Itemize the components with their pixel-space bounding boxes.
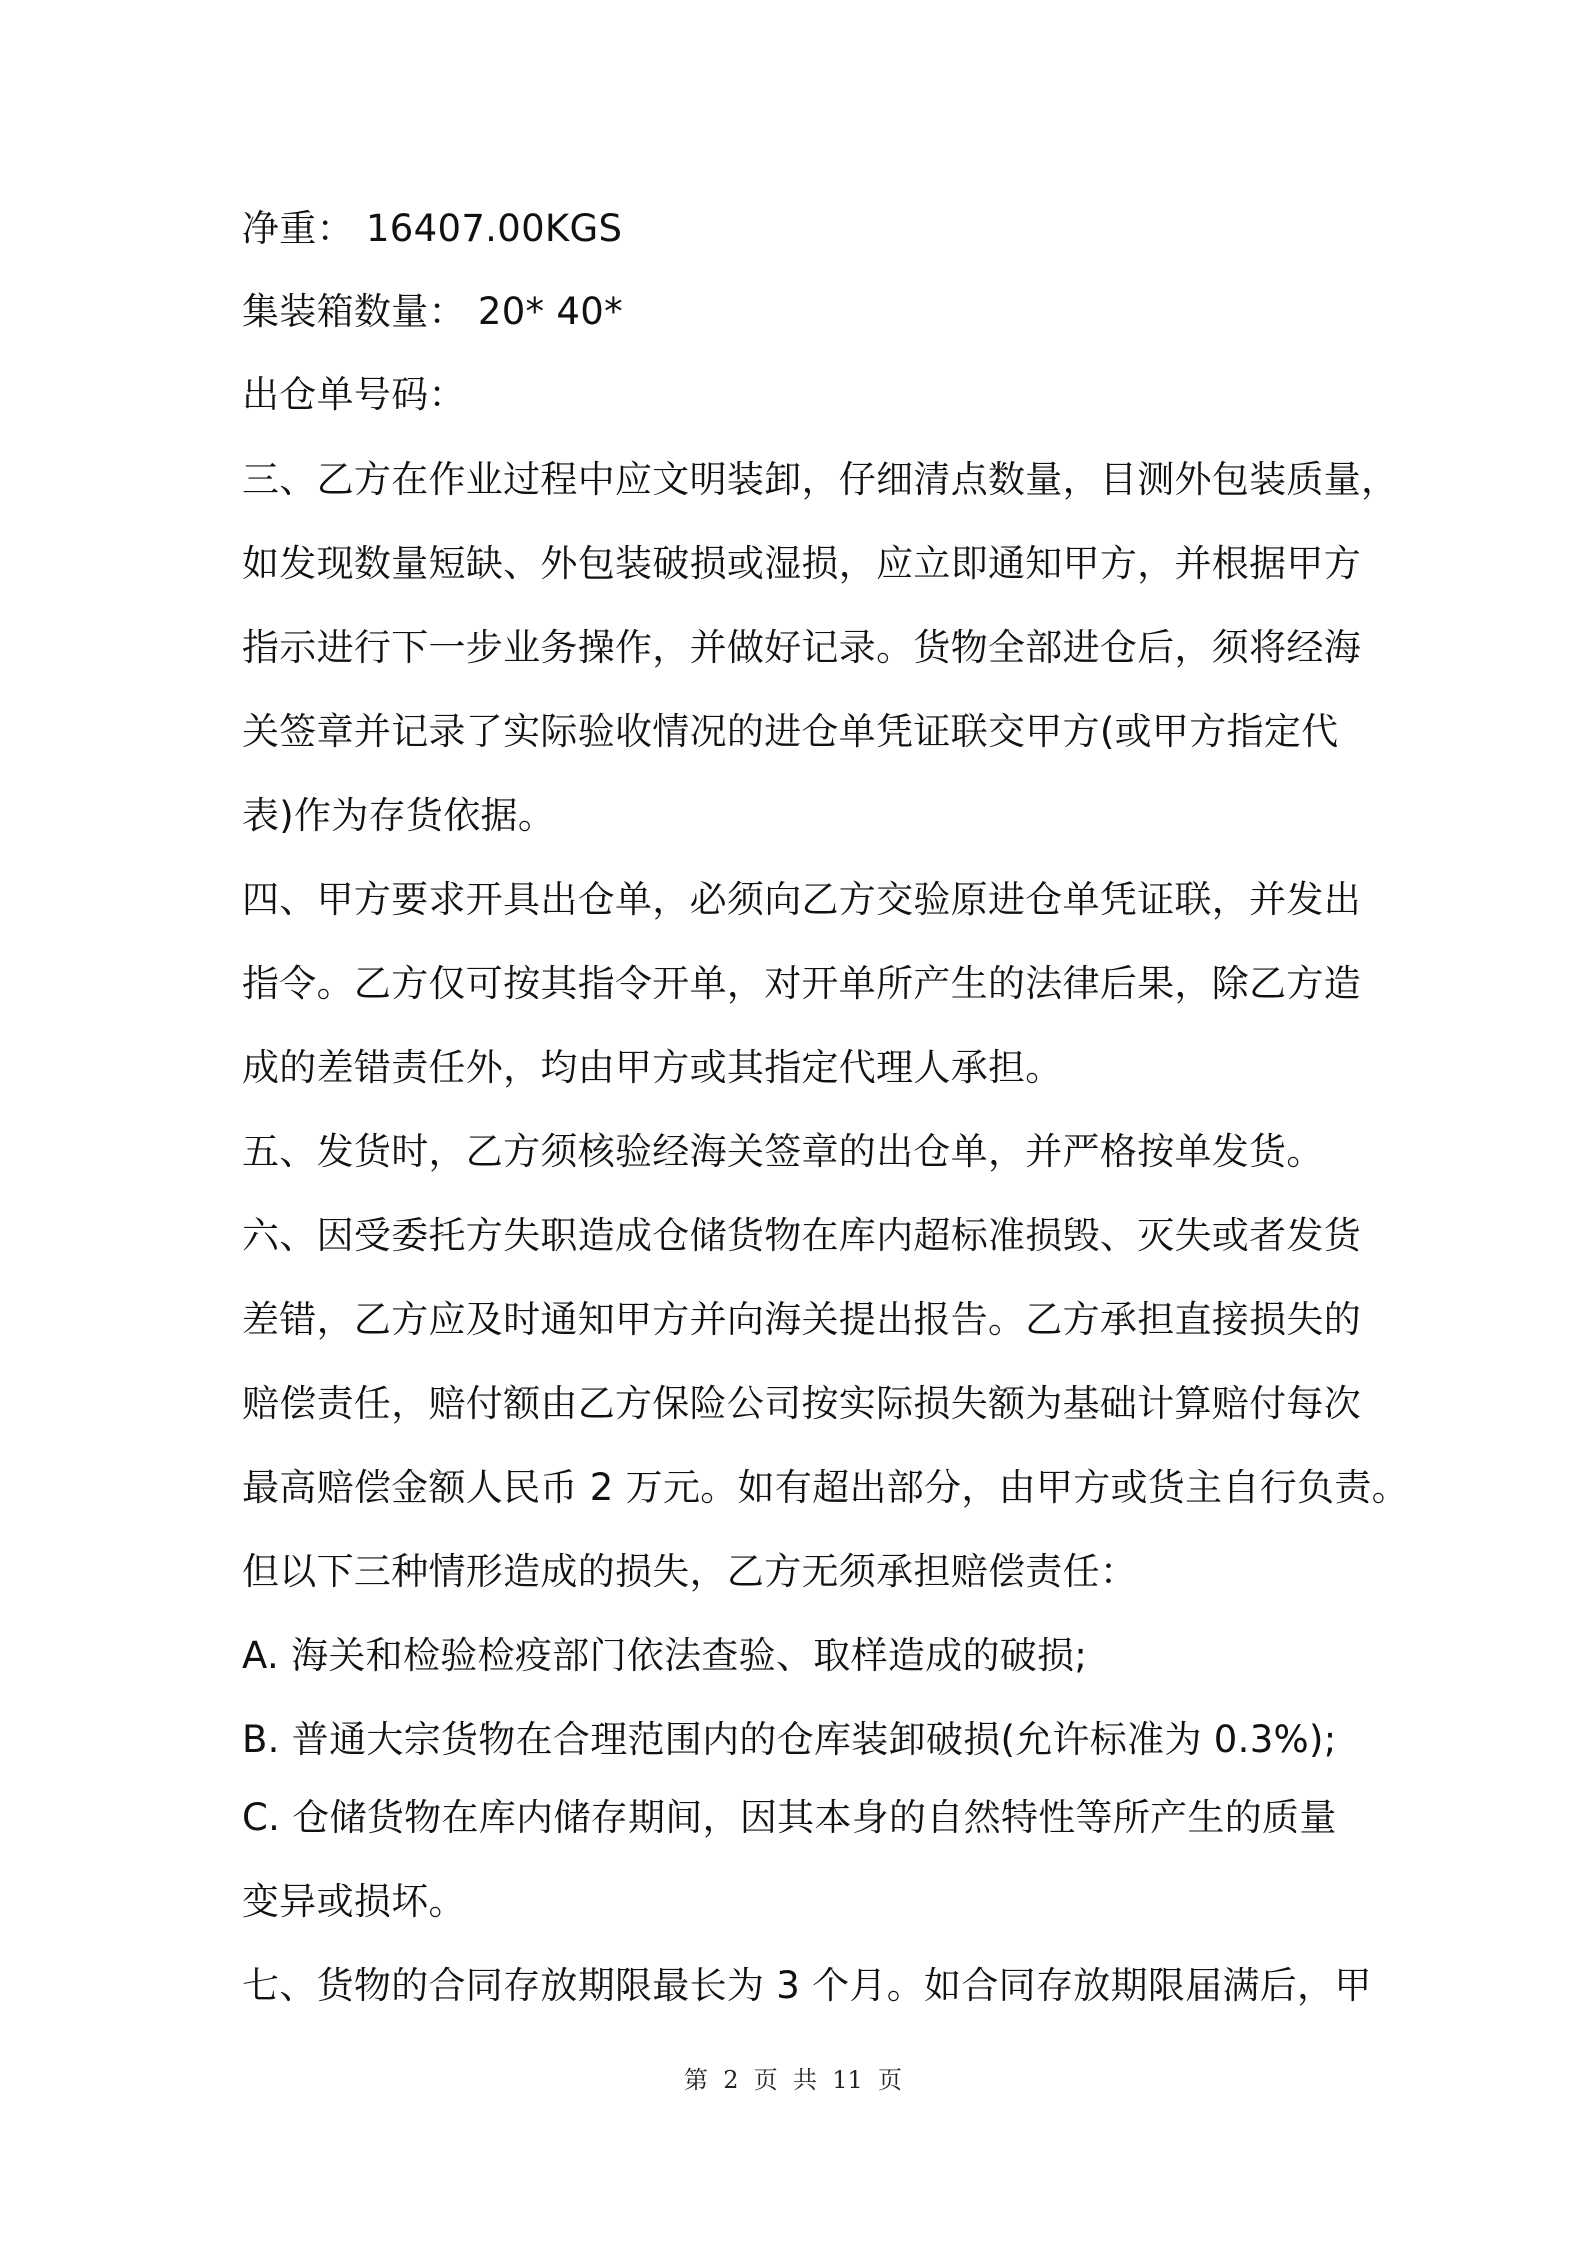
clause-4-line-2: 指令。乙方仅可按其指令开单，对开单所产生的法律后果，除乙方造 [242, 962, 1361, 1005]
clause-3-line-3: 指示进行下一步业务操作，并做好记录。货物全部进仓后，须将经海 [242, 626, 1361, 669]
net-weight-line: 净重： 16407.00KGS [242, 207, 623, 250]
clause-3-line-2: 如发现数量短缺、外包装破损或湿损，应立即通知甲方，并根据甲方 [242, 542, 1361, 585]
warehouse-out-number-line: 出仓单号码： [242, 373, 466, 416]
clause-4-line-3: 成的差错责任外，均由甲方或其指定代理人承担。 [242, 1046, 1063, 1089]
page-number-footer: 第 2 页 共 11 页 [683, 2066, 903, 2094]
clause-7-line-1: 七、货物的合同存放期限最长为 3 个月。如合同存放期限届满后，甲 [242, 1964, 1372, 2007]
exception-b-line: B. 普通大宗货物在合理范围内的仓库装卸破损(允许标准为 0.3%); [242, 1718, 1337, 1761]
exception-c-line-1: C. 仓储货物在库内储存期间，因其本身的自然特性等所产生的质量 [242, 1796, 1337, 1839]
clause-6-line-5: 但以下三种情形造成的损失，乙方无须承担赔偿责任： [242, 1550, 1138, 1593]
clause-5-line-1: 五、发货时，乙方须核验经海关签章的出仓单，并严格按单发货。 [242, 1130, 1324, 1173]
exception-a-line: A. 海关和检验检疫部门依法查验、取样造成的破损; [242, 1634, 1088, 1677]
clause-3-line-1: 三、乙方在作业过程中应文明装卸，仔细清点数量，目测外包装质量， [242, 458, 1399, 501]
clause-6-line-1: 六、因受委托方失职造成仓储货物在库内超标准损毁、灭失或者发货 [242, 1214, 1361, 1257]
clause-3-line-4: 关签章并记录了实际验收情况的进仓单凭证联交甲方(或甲方指定代 [242, 710, 1339, 753]
exception-c-line-2: 变异或损坏。 [242, 1880, 466, 1923]
clause-6-line-3: 赔偿责任，赔付额由乙方保险公司按实际损失额为基础计算赔付每次 [242, 1382, 1361, 1425]
clause-3-line-5: 表)作为存货依据。 [242, 794, 556, 837]
clause-6-line-2: 差错，乙方应及时通知甲方并向海关提出报告。乙方承担直接损失的 [242, 1298, 1361, 1341]
clause-6-line-4: 最高赔偿金额人民币 2 万元。如有超出部分，由甲方或货主自行负责。 [242, 1466, 1409, 1509]
clause-4-line-1: 四、甲方要求开具出仓单，必须向乙方交验原进仓单凭证联，并发出 [242, 878, 1361, 921]
container-count-line: 集装箱数量： 20* 40* [242, 290, 623, 333]
